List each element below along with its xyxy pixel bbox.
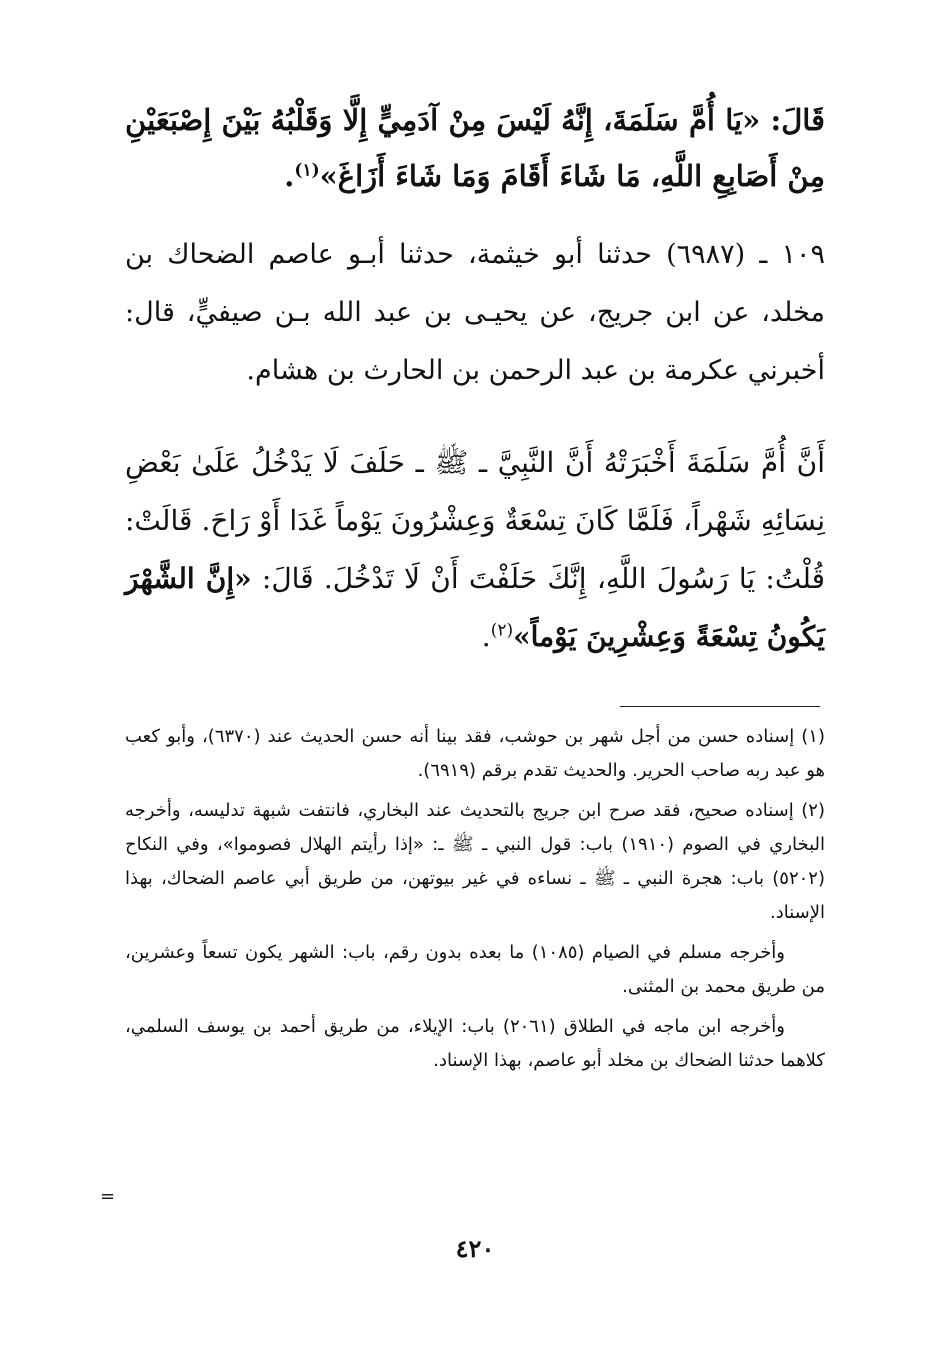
footnotes xyxy=(125,720,825,1084)
quote-paragraph xyxy=(125,92,825,204)
hadith-quote-block xyxy=(125,92,825,204)
footnote-divider xyxy=(620,706,820,707)
footnote-2-muslim: وأخرجه مسلم في الصيام (١٠٨٥) ما بعده بدون رقم، باب: الشهر يكون تسعاً وعشرين، من طريق محمد بن المثنى. xyxy=(125,942,825,997)
matn-quote: «إِنَّ الشَّهْرَ يَكُونُ تِسْعَةً وَعِشْرِينَ يَوْماً» xyxy=(125,562,825,653)
matn-end: . xyxy=(481,620,491,653)
quote-end: . xyxy=(284,159,295,193)
footnote-2: (٢) إسناده صحيح، فقد صرح ابن جريج بالتحديث عند البخاري، فانتفت شبهة تدليسه، وأخرجه البخاري في الصوم (١٩١٠) باب: قول النبي ـ ﷺ ـ: «إذا رأيتم الهلال فصوموا»، وفي النكاح (٥٢٠٢) باب: هجرة النبي ـ ﷺ ـ نساءه في غير بيوتهن، من طريق أبي عاصم الضحاك، بهذا الإسناد. xyxy=(125,800,825,923)
hadith-isnad-block xyxy=(125,226,825,400)
isnad-text: ١٠٩ ـ (٦٩٨٧) حدثنا أبو خيثمة، حدثنا أبـو عاصم الضحاك بن مخلد، عن ابن جريج، عن يحيـى بن عبد الله بـن صيفيٍّ، قال: أخبرني عكرمة بن عبد الرحمن بن الحارث بن هشام. xyxy=(125,239,826,386)
matn-text: أَنَّ أُمَّ سَلَمَةَ أَخْبَرَتْهُ أَنَّ النَّبِيَّ ـ ﷺ ـ حَلَفَ لَا يَدْخُلُ عَلَىٰ بَعْضِ نِسَائِهِ شَهْراً، فَلَمَّا كَانَ تِسْعَةٌ وَعِشْرُونَ يَوْماً غَدَا أَوْ رَاحَ. قَالَتْ: قُلْتُ: يَا رَسُولَ اللَّهِ، إِنَّكَ حَلَفْتَ أَنْ لَا تَدْخُلَ. قَالَ: xyxy=(125,446,825,595)
footnote-1: (١) إسناده حسن من أجل شهر بن حوشب، فقد بينا أنه حسن الحديث عند (٦٣٧٠)، وأبو كعب هو عبد ربه صاحب الحرير. والحديث تقدم برقم (٦٩١٩). xyxy=(125,726,825,781)
footnote-ref-2: (٢) xyxy=(490,620,514,641)
page-number: ٤٢٠ xyxy=(455,1234,495,1263)
quote-text: قَالَ: «يَا أُمَّ سَلَمَةَ، إِنَّهُ لَيْسَ مِنْ آدَمِيٍّ إِلَّا وَقَلْبُهُ بَيْنَ إِصْبَعَيْنِ مِنْ أَصَابِعِ اللَّهِ، مَا شَاءَ أَقَامَ وَمَا شَاءَ أَزَاغَ» xyxy=(125,103,825,193)
footnote-2-ibnmajah: وأخرجه ابن ماجه في الطلاق (٢٠٦١) باب: الإيلاء، من طريق أحمد بن يوسف السلمي، كلاهما حدثنا الضحاك بن مخلد أبو عاصم، بهذا الإسناد. xyxy=(125,1016,825,1071)
hadith-matn-block xyxy=(125,434,825,666)
matn-paragraph xyxy=(125,434,825,666)
continuation-mark: = xyxy=(100,1186,116,1207)
footnote-ref-1: (١) xyxy=(294,160,320,181)
